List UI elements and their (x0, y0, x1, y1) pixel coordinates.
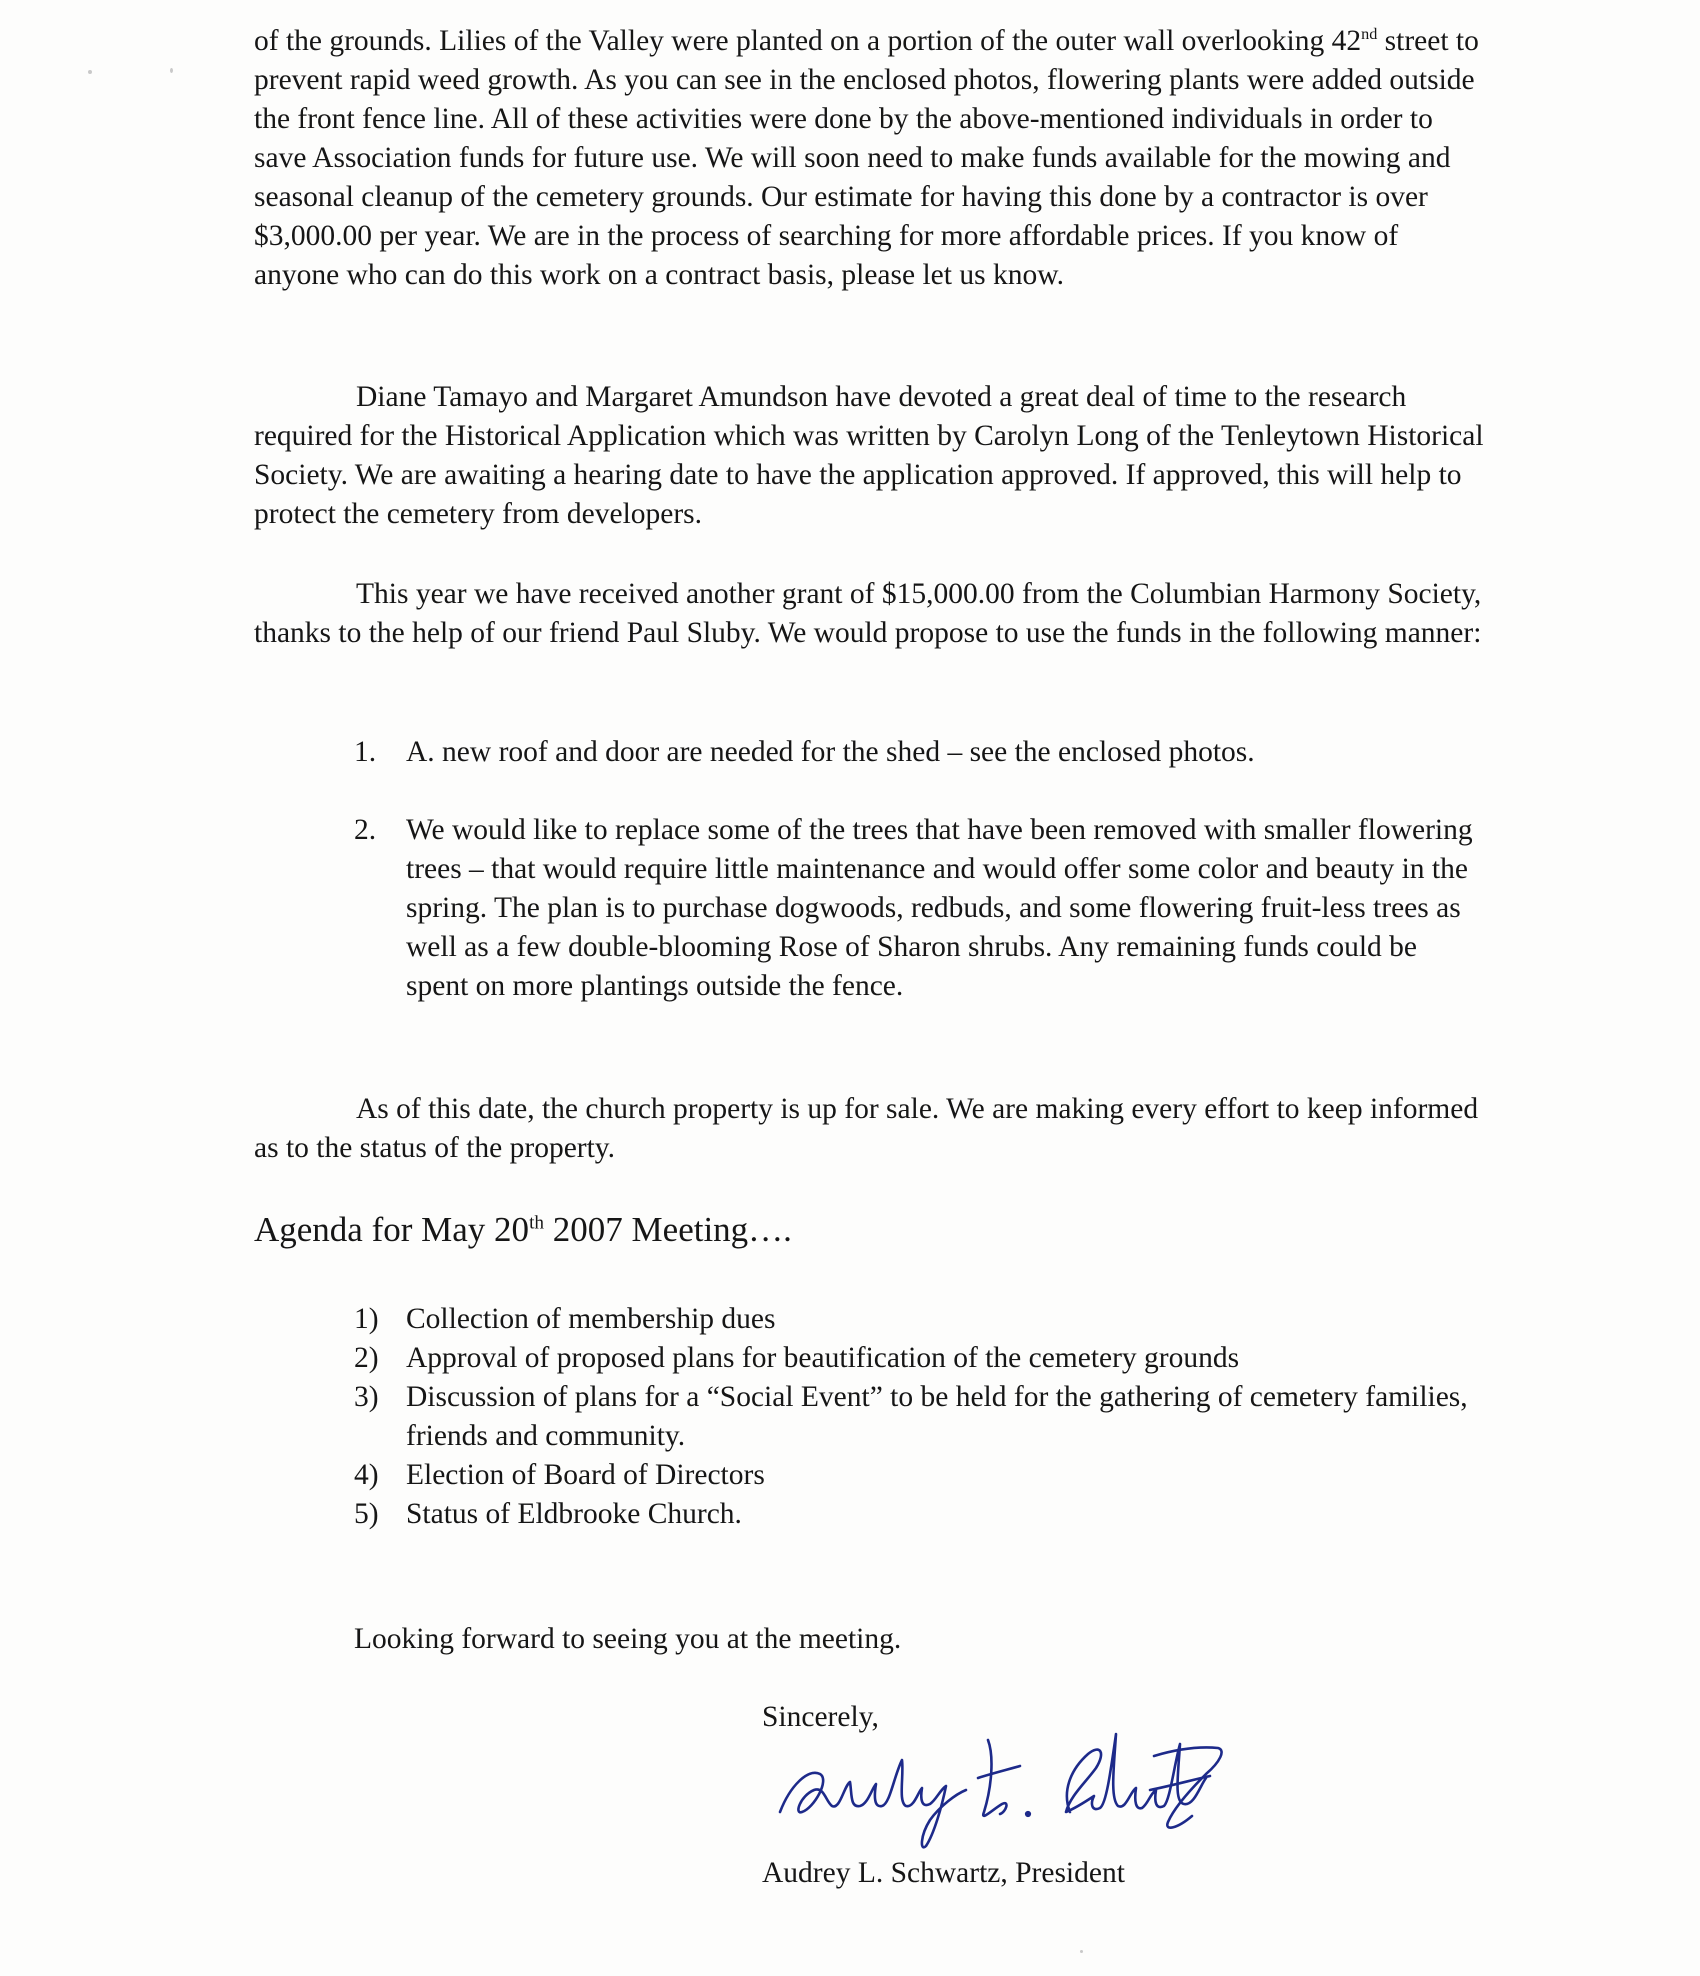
agenda-text: Status of Eldbrooke Church. (406, 1498, 742, 1530)
paragraph-grant: This year we have received another grant of $15,000.00 from the Columbian Harmony Society, thanks to the help of our friend Paul Sluby. We would propose to use the funds in the following manner: (254, 578, 1482, 649)
agenda-text: Discussion of plans for a “Social Event” to be held for the gathering of cemetery families, friends and community. (406, 1381, 1468, 1452)
agenda-number: 2) (354, 1342, 379, 1374)
agenda-text: Approval of proposed plans for beautification of the cemetery grounds (406, 1342, 1240, 1374)
agenda-item-4 (354, 1456, 1484, 1495)
agenda-number: 3) (354, 1381, 379, 1413)
paragraph-grounds-text-1: of the grounds. Lilies of the Valley were planted on a portion of the outer wall overlooking 42 (254, 25, 1362, 57)
agenda-number: 5) (354, 1498, 379, 1530)
agenda-item-2 (354, 1339, 1484, 1378)
agenda-text: Election of Board of Directors (406, 1459, 765, 1491)
agenda-title-text-2: 2007 Meeting…. (544, 1210, 792, 1249)
agenda-number: 1) (354, 1303, 379, 1335)
agenda-item-5 (354, 1495, 1484, 1534)
agenda-title-text-1: Agenda for May 20 (254, 1210, 530, 1249)
scan-speck (88, 70, 92, 74)
sign-off: Sincerely, (762, 1701, 879, 1733)
paragraph-historical: Diane Tamayo and Margaret Amundson have devoted a great deal of time to the research required for the Historical Application which was written by Carolyn Long of the Tenleytown Historical Society. We are awaiting a hearing date to have the application approved. If approved, this will help to protect the cemetery from developers. (254, 381, 1484, 530)
agenda-title (254, 1209, 792, 1251)
proposal-item-2 (354, 811, 1484, 1006)
proposal-number: 1. (354, 736, 377, 768)
signer-name-title: Audrey L. Schwartz, President (762, 1857, 1125, 1889)
agenda-text: Collection of membership dues (406, 1303, 776, 1335)
proposal-item-1 (354, 733, 1484, 772)
scan-speck (1080, 1950, 1083, 1953)
signature-image (770, 1716, 1230, 1856)
agenda-number: 4) (354, 1459, 379, 1491)
paragraph-church: As of this date, the church property is up for sale. We are making every effort to keep informed as to the status of the property. (254, 1093, 1479, 1164)
proposal-text: We would like to replace some of the trees that have been removed with smaller flowering trees – that would require little maintenance and would offer some color and beauty in the spring. The plan is to purchase dogwoods, redbuds, and some flowering fruit-less trees as well as a few double-blooming Rose of Sharon shrubs. Any remaining funds could be spent on more plantings outside the fence. (406, 814, 1473, 1002)
closing-line: Looking forward to seeing you at the meeting. (354, 1623, 902, 1655)
superscript-nd: nd (1361, 25, 1378, 44)
agenda-list (354, 1300, 1484, 1534)
agenda-item-3 (354, 1378, 1484, 1456)
proposal-text: A. new roof and door are needed for the shed – see the enclosed photos. (406, 736, 1255, 768)
paragraph-grounds-text-2: street to prevent rapid weed growth. As you can see in the enclosed photos, flowering plants were added outside the front fence line. All of these activities were done by the above-mentioned individuals in order to save Association funds for future use. We will soon need to make funds available for the mowing and seasonal cleanup of the cemetery grounds. Our estimate for having this done by a contractor is over $3,000.00 per year. We are in the process of searching for more affordable prices. If you know of anyone who can do this work on a contract basis, please let us know. (254, 25, 1479, 291)
scan-speck (170, 68, 173, 73)
proposal-number: 2. (354, 814, 377, 846)
agenda-item-1 (354, 1300, 1484, 1339)
superscript-th: th (529, 1212, 545, 1234)
paragraph-grounds (254, 22, 1484, 295)
